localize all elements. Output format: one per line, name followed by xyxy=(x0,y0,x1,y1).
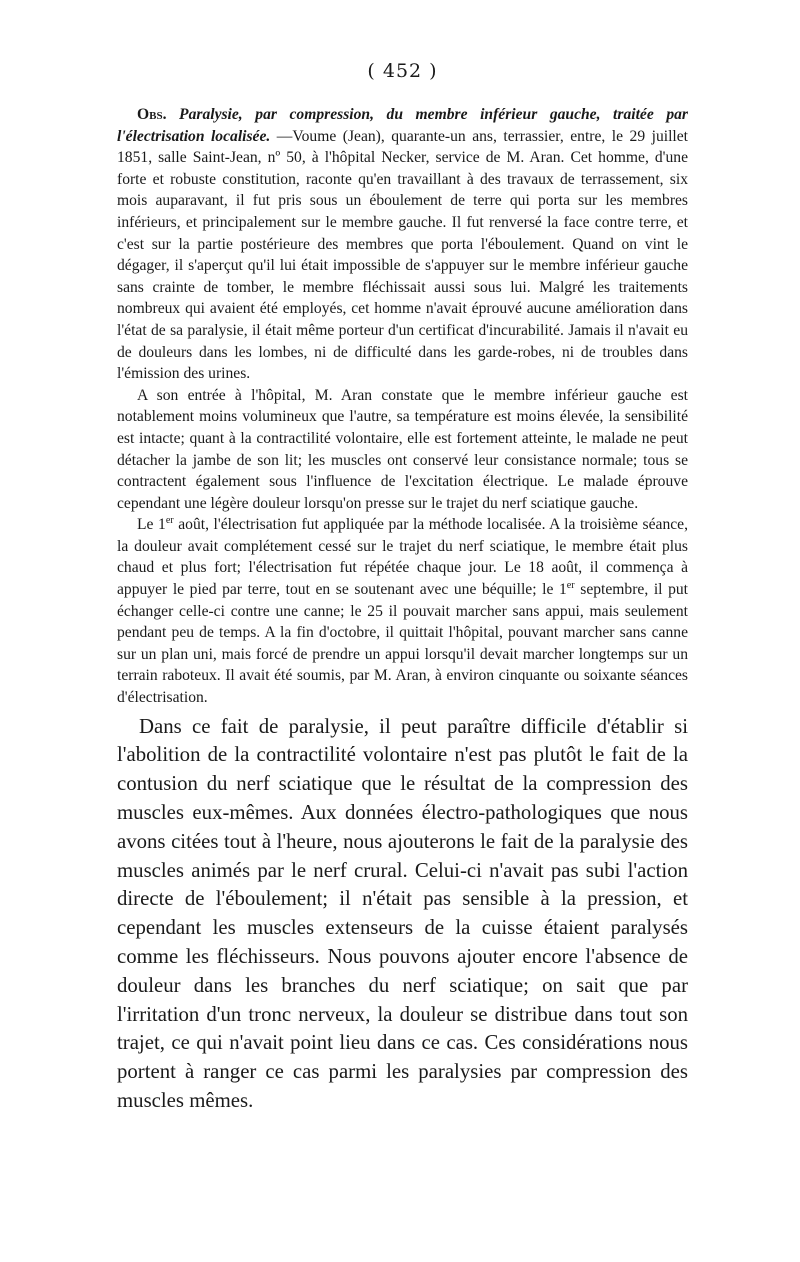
observation-block xyxy=(117,104,688,709)
p3-sup-2: er xyxy=(566,579,575,591)
observation-paragraph-2: A son entrée à l'hôpital, M. Aran constate que le membre inférieur gauche est notablement moins volumineux que l'autre, sa température est moins élevée, la sensibilité est intacte; quant à la contractilité volontaire, elle est fortement atteinte, le malade ne peut détacher la jambe de son lit; les muscles ont conservé leur consistance normale; tous se contractent également sous l'influence de l'excitation électrique. Le malade éprouve cependant une légère douleur lorsqu'on presse sur le trajet du nerf sciatique gauche. xyxy=(117,386,688,512)
observation-text: —Voume (Jean), quarante-un ans, terrassier, entre, le 29 juillet 1851, salle Saint-Jean, nº 50, à l'hôpital Necker, service de M. Aran. Cet homme, d'une forte et robuste constitution, raconte qu'en travaillant à des travaux de terrassement, six mois auparavant, il fut pris sous un éboulement de terre qui porta sur les membres inférieurs, et principalement sur le membre gauche. Il fut renversé la face contre terre, et c'est sur la partie postérieure des membres que porta l'éboulement. Quand on vint le dégager, il s'aperçut qu'il lui était impossible de s'appuyer sur le membre inférieur gauche sans crainte de tomber, le membre fléchissait aussi sous lui. Malgré les traitements nombreux qui avaient été employés, cet homme n'avait éprouvé aucune amélioration dans l'état de sa paralysie, il était même porteur d'un certificat d'incurabilité. Jamais il n'avait eu de douleurs dans les lombes, ni de difficulté dans les garde-robes, ni de troubles dans l'émission des urines. xyxy=(117,127,688,383)
page-number: ( 452 ) xyxy=(367,60,438,82)
p3-text-a: Le 1 xyxy=(137,516,166,534)
p3-text-b: août, l'électrisation fut appliquée par la méthode localisée. A la troisième séance, la douleur avait complétement cessé sur le trajet du nerf sciatique, le membre était plus chaud et plus fort; l'électrisation fut répétée chaque jour. Le 18 août, il commença à appuyer le pied par terre, tout en se soutenant avec une béquille; le 1 xyxy=(117,516,688,599)
observation-label: Obs. xyxy=(137,106,167,123)
p3-text-c: septembre, il put échanger celle-ci contre une canne; le 25 il pouvait marcher sans appui, mais seulement pendant peu de temps. A la fin d'octobre, il quittait l'hôpital, pouvant marcher sans canne sur un plan uni, mais forcé de prendre un appui lorsqu'il devait marcher longtemps sur un terrain raboteux. Il avait été soumis, par M. Aran, à environ cinquante ou soixante séances d'électrisation. xyxy=(117,581,688,707)
observation-paragraph-1 xyxy=(117,104,688,385)
observation-title: Paralysie, par compression, du membre inférieur gauche, traitée par l'électrisation localisée. xyxy=(117,106,688,145)
p3-sup-1: er xyxy=(165,515,174,527)
observation-paragraph-3 xyxy=(117,514,688,708)
commentary-paragraph: Dans ce fait de paralysie, il peut paraître difficile d'établir si l'abolition de la contractilité volontaire n'est pas plutôt le fait de la contusion du nerf sciatique que le résultat de la compression des muscles eux-mêmes. Aux données électro-pathologiques que nous avons citées tout à l'heure, nous ajouterons le fait de la paralysie des muscles animés par le nerf crural. Celui-ci n'avait pas subi l'action directe de l'éboulement; il n'était pas sensible à la pression, et cependant les muscles extenseurs de la cuisse étaient paralysés comme les fléchisseurs. Nous pouvons ajouter encore l'absence de douleur dans les branches du nerf sciatique; on sait que par l'irritation d'un tronc nerveux, la douleur se distribue dans tout son trajet, ce qui n'avait point lieu dans ce cas. Ces considérations nous portent à ranger ce cas parmi les paralysies par compression des muscles mêmes. xyxy=(117,714,688,1112)
